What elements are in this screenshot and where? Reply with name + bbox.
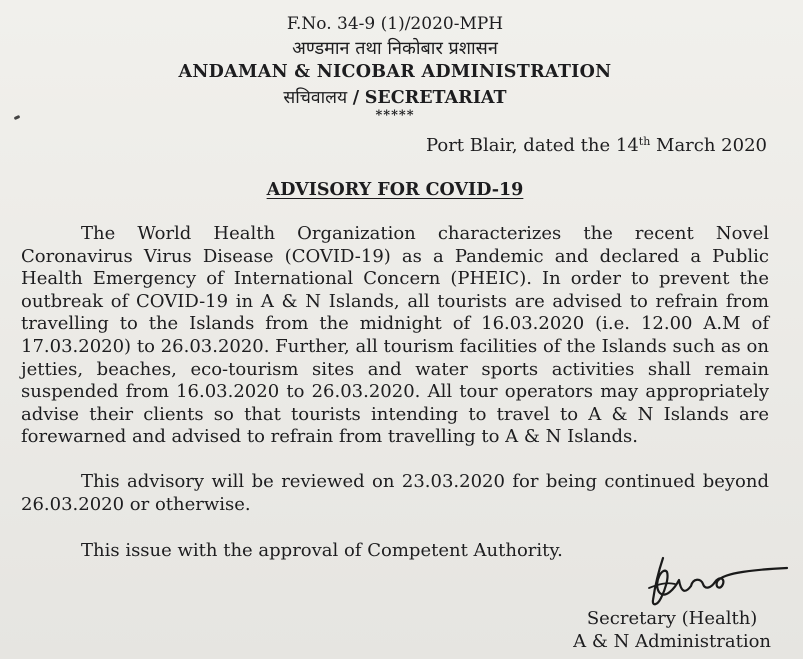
org-name-hindi: अण्डमान तथा निकोबार प्रशासन (292, 38, 498, 59)
signatory-block (573, 607, 771, 653)
date-prefix: Port Blair, dated the 14 (425, 135, 639, 156)
advisory-title-text: ADVISORY FOR COVID-19 (266, 180, 524, 200)
secretariat-line (0, 85, 790, 109)
advisory-title (0, 180, 790, 200)
advisory-paragraph-3: This issue with the approval of Competent Authority. (81, 540, 563, 561)
org-name-english: ANDAMAN & NICOBAR ADMINISTRATION (178, 62, 612, 82)
handwritten-signature (645, 548, 795, 610)
advisory-paragraph-1: The World Health Organization characterizes the recent Novel Coronavirus Virus Disease (COVID-19) as a Pandemic and declared a Public Health Emergency of International Concern (PHEIC). In order to prevent the outbreak of COVID-19 in A & N Islands, all tourists are advised to refrain from travelling to the Islands from the midnight of 16.03.2020 (i.e. 12.00 A.M of 17.03.2020) to 26.03.2020. Further, all tourism facilities of the Islands such as on jetties, beaches, eco-tourism sites and water sports activities shall remain suspended from 16.03.2020 to 26.03.2020. All tour operators may appropriately advise their clients so that tourists intending to travel to A & N Islands are forewarned and advised to refrain from travelling to A & N Islands. (21, 223, 769, 448)
date-ordinal: th (638, 135, 651, 148)
date-line (426, 135, 767, 156)
secretariat-separator: / (352, 88, 360, 108)
signatory-office: A & N Administration (573, 631, 771, 652)
advisory-paragraph-2: This advisory will be reviewed on 23.03.2020 for being continued beyond 26.03.2020 or otherwise. (21, 471, 769, 515)
secretariat-hindi: सचिवालय (283, 88, 348, 108)
stars-divider: ***** (375, 108, 415, 123)
signatory-designation: Secretary (Health) (586, 608, 758, 629)
secretariat-english: SECRETARIAT (364, 88, 507, 108)
file-number: F.No. 34-9 (1)/2020-MPH (286, 14, 504, 34)
date-rest: March 2020 (650, 135, 767, 156)
